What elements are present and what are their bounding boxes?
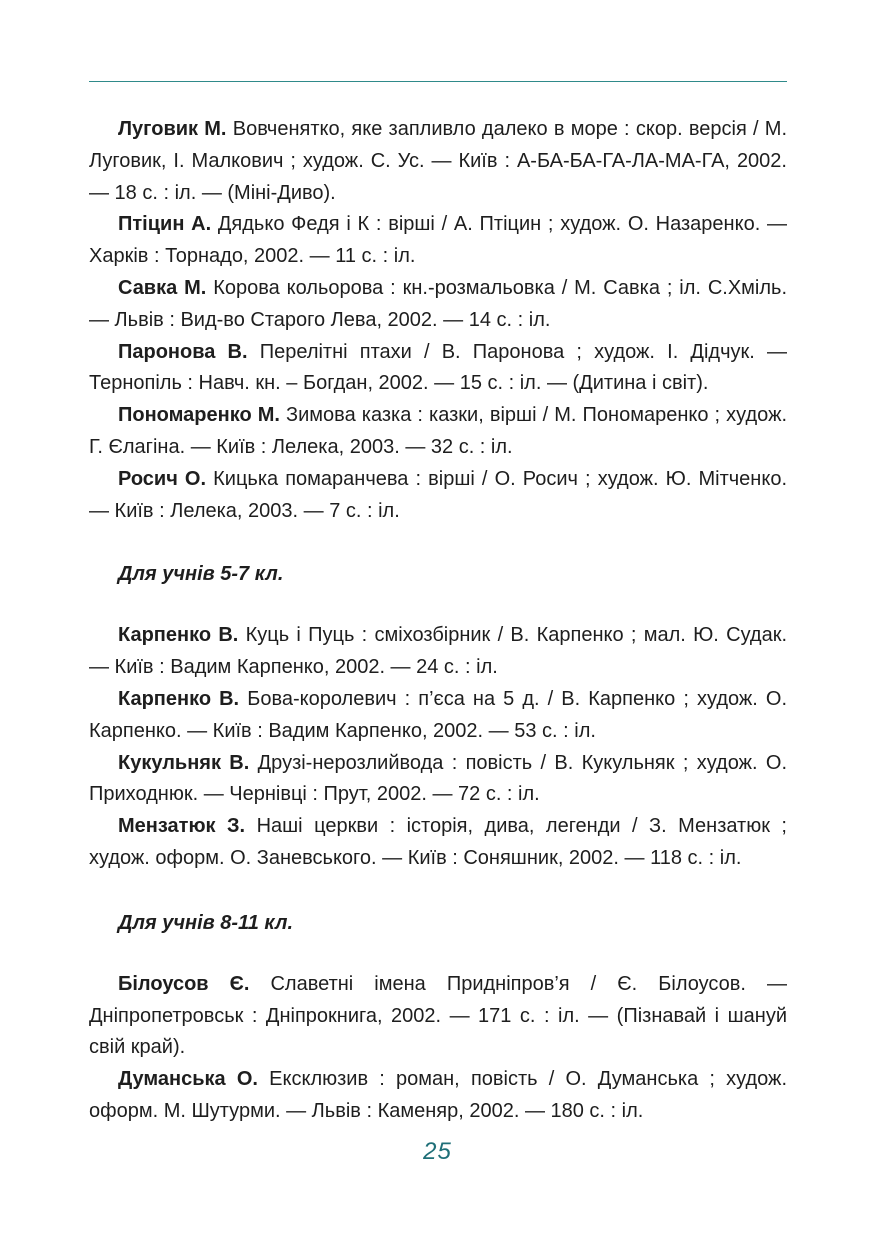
entry-author: Птіцин А. xyxy=(118,213,212,236)
entry-author: Пономаренко М. xyxy=(118,404,280,427)
header-rule xyxy=(89,81,787,82)
entry-text: Зимова казка : казки, вірші / М. Пономаренко ; худож. Г. Єлагіна. — Київ : Лелека, 2003. — 32 с. : іл. xyxy=(89,404,788,458)
bibliography-entry xyxy=(89,684,787,748)
entry-author: Росич О. xyxy=(118,467,207,490)
section-heading-grades-8-11: Для учнів 8-11 кл. xyxy=(118,911,294,934)
section-heading-grades-5-7: Для учнів 5-7 кл. xyxy=(118,563,284,586)
bibliography-entry xyxy=(89,337,787,401)
entry-text: Ексклюзив : роман, повість / О. Думанська ; худож. оформ. М. Шутурми. — Львів : Каменяр, 2002. — 180 с. : іл. xyxy=(89,1068,787,1122)
bibliography-page xyxy=(89,114,787,1128)
entry-author: Мензатюк З. xyxy=(118,815,246,838)
entries-group-3 xyxy=(89,969,787,1128)
entry-author: Савка М. xyxy=(118,276,207,299)
entry-text: Корова кольорова : кн.-розмальовка / М. Савка ; іл. С.Хміль. — Львів : Вид-во Старого Лева, 2002. — 14 с. : іл. xyxy=(89,276,787,331)
entries-group-1 xyxy=(89,114,787,527)
bibliography-entry xyxy=(89,811,787,875)
entry-author: Луговик М. xyxy=(118,118,227,140)
entry-author: Кукульняк В. xyxy=(118,751,250,774)
bibliography-entry xyxy=(89,114,787,209)
entry-text: Перелітні птахи / В. Паронова ; худож. І. Дідчук. — Тернопіль : Навч. кн. – Богдан, 2002. — 15 с. : іл. — (Дитина і світ). xyxy=(89,340,787,395)
entry-text: Кицька помаранчева : вірші / О. Росич ; худож. Ю. Мітченко. — Київ : Лелека, 2003. — 7 с. : іл. xyxy=(89,467,787,522)
entry-text: Куць і Пуць : сміхозбірник / В. Карпенко ; мал. Ю. Судак. — Київ : Вадим Карпенко, 2002. — 24 с. : іл. xyxy=(89,624,788,679)
entry-text: Славетні імена Придніпров’я / Є. Білоусов. — Дніпропетровськ : Дніпрокнига, 2002. — 171 с. : іл. — (Пізнавай і шануй свій край). xyxy=(89,972,787,1059)
entry-author: Карпенко В. xyxy=(118,687,240,710)
entry-author: Карпенко В. xyxy=(118,624,239,647)
bibliography-entry xyxy=(89,400,787,464)
bibliography-entry xyxy=(89,620,787,684)
page-number: 25 xyxy=(423,1138,452,1165)
entry-text: Друзі-нерозлийвода : повість / В. Кукульняк ; худож. О. Приходнюк. — Чернівці : Прут, 2002. — 72 с. : іл. xyxy=(89,751,788,806)
bibliography-entry xyxy=(89,969,787,1064)
entry-author: Паронова В. xyxy=(118,340,248,363)
entry-author: Білоусов Є. xyxy=(118,972,250,995)
entry-text: Наші церкви : історія, дива, легенди / З. Мензатюк ; худож. оформ. О. Заневського. — Київ : Соняшник, 2002. — 118 с. : іл. xyxy=(89,815,787,869)
bibliography-entry xyxy=(89,464,787,528)
bibliography-entry xyxy=(89,273,787,337)
entry-text: Бова-королевич : п’єса на 5 д. / В. Карпенко ; худож. О. Карпенко. — Київ : Вадим Карпенко, 2002. — 53 с. : іл. xyxy=(89,687,788,742)
bibliography-entry xyxy=(89,748,787,812)
bibliography-entry xyxy=(89,209,787,273)
entry-text: Дядько Федя і К : вірші / А. Птіцин ; худож. О. Назаренко. — Харків : Торнадо, 2002. — 11 с. : іл. xyxy=(89,213,787,268)
entry-author: Думанська О. xyxy=(118,1068,258,1091)
entry-text: Вовченятко, яке запливло далеко в море : скор. версія / М. Луговик, І. Малкович ; худож. С. Ус. — Київ : А-БА-БА-ГА-ЛА-МА-ГА, 2002. — 18 с. : іл. — (Міні-Диво). xyxy=(89,118,788,204)
bibliography-entry xyxy=(89,1064,787,1128)
entries-group-2 xyxy=(89,620,787,874)
